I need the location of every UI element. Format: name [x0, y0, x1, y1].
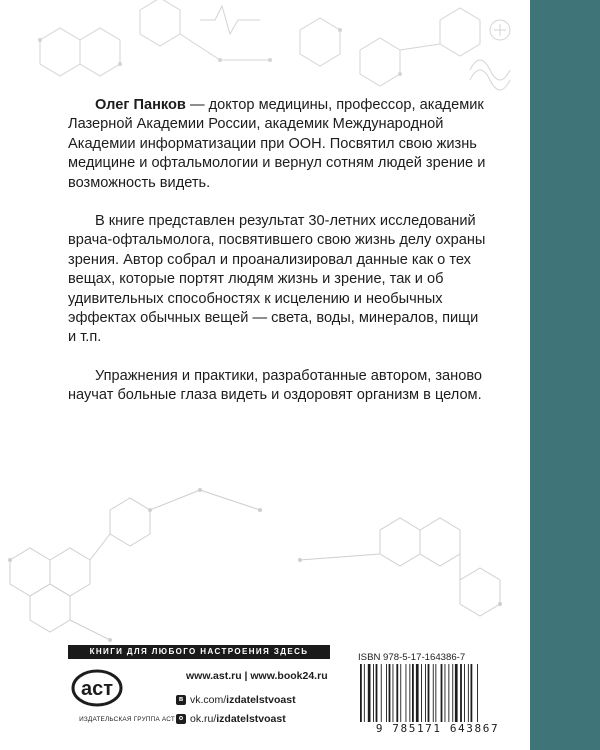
ok-icon: о — [176, 714, 186, 724]
barcode-bar — [421, 664, 422, 722]
vk-prefix: vk.com/ — [190, 694, 227, 706]
barcode-bar — [452, 664, 453, 722]
barcode-bar — [416, 664, 419, 722]
barcode-icon — [358, 664, 518, 722]
ok-link[interactable] — [176, 713, 286, 725]
barcode-bar — [376, 664, 378, 722]
barcode-digits: 9 785171 643867 — [375, 722, 500, 735]
website-links[interactable]: www.ast.ru | www.book24.ru — [186, 670, 328, 682]
publisher-name: ИЗДАТЕЛЬСКАЯ ГРУППА АСТ — [79, 716, 175, 723]
barcode-bar — [373, 664, 374, 722]
barcode-bar — [460, 664, 462, 722]
barcode-bar — [464, 664, 465, 722]
vk-value: izdatelstvoast — [226, 694, 296, 706]
barcode-bar — [435, 664, 436, 722]
spine-band — [530, 0, 600, 750]
barcode-bar — [409, 664, 410, 722]
paragraph-content: В книге представлен результат 30-летних исследований врача-офтальмолога, посвятившего свою жизнь делу охраны зрения. Автор собрал и проанализировал данные как о тех вещах, которые портят людям жизнь и зрение, так и об удивительных способностях к исцелению и необычных эффектах обычных вещей — света, воды, минералов, пищи и т.п. — [68, 213, 486, 346]
ok-prefix: ok.ru/ — [190, 713, 217, 725]
logo-text: аст — [80, 678, 114, 700]
barcode-bar — [381, 664, 382, 722]
ok-value: izdatelstvoast — [216, 713, 286, 725]
vk-link[interactable] — [176, 694, 296, 706]
barcode-bar — [360, 664, 362, 722]
ast-logo-icon — [70, 666, 128, 708]
barcode-bar — [406, 664, 407, 722]
barcode-bar — [364, 664, 365, 722]
vk-icon: в — [176, 695, 186, 705]
author-name: Олег Панков — [95, 97, 186, 113]
barcode-bar — [386, 664, 387, 722]
paragraph-exercises: Упражнения и практики, разработанные автором, заново научат больные глаза видеть и оздоровят организм в целом. — [68, 367, 483, 404]
barcode-bar — [441, 664, 443, 722]
annotation-text — [68, 96, 486, 425]
barcode-bar — [389, 664, 391, 722]
barcode-bar — [428, 664, 430, 722]
barcode-bar — [425, 664, 426, 722]
slogan-bar: КНИГИ ДЛЯ ЛЮБОГО НАСТРОЕНИЯ ЗДЕСЬ — [68, 645, 330, 659]
barcode-bar — [468, 664, 469, 722]
barcode-bar — [455, 664, 458, 722]
author-bio: — доктор медицины, профессор, академик Лазерной Академии России, академик Международной Академии информатизации при ООН. Посвятил свою жизнь медицине и офтальмологии и вернул сотням людей зрение и возможность видеть. — [68, 97, 486, 191]
barcode-bar — [368, 664, 371, 722]
barcode-bar — [448, 664, 449, 722]
molecular-pattern-top — [0, 0, 530, 110]
barcode-bar — [445, 664, 446, 722]
barcode-bar — [477, 664, 478, 722]
barcode-bar — [396, 664, 398, 722]
barcode-bar — [393, 664, 394, 722]
paragraph-author — [68, 96, 486, 193]
barcode-bar — [471, 664, 473, 722]
barcode-bar — [400, 664, 401, 722]
barcode-bar — [412, 664, 414, 722]
isbn-label: ISBN 978-5-17-164386-7 — [358, 652, 466, 663]
barcode-bar — [433, 664, 434, 722]
